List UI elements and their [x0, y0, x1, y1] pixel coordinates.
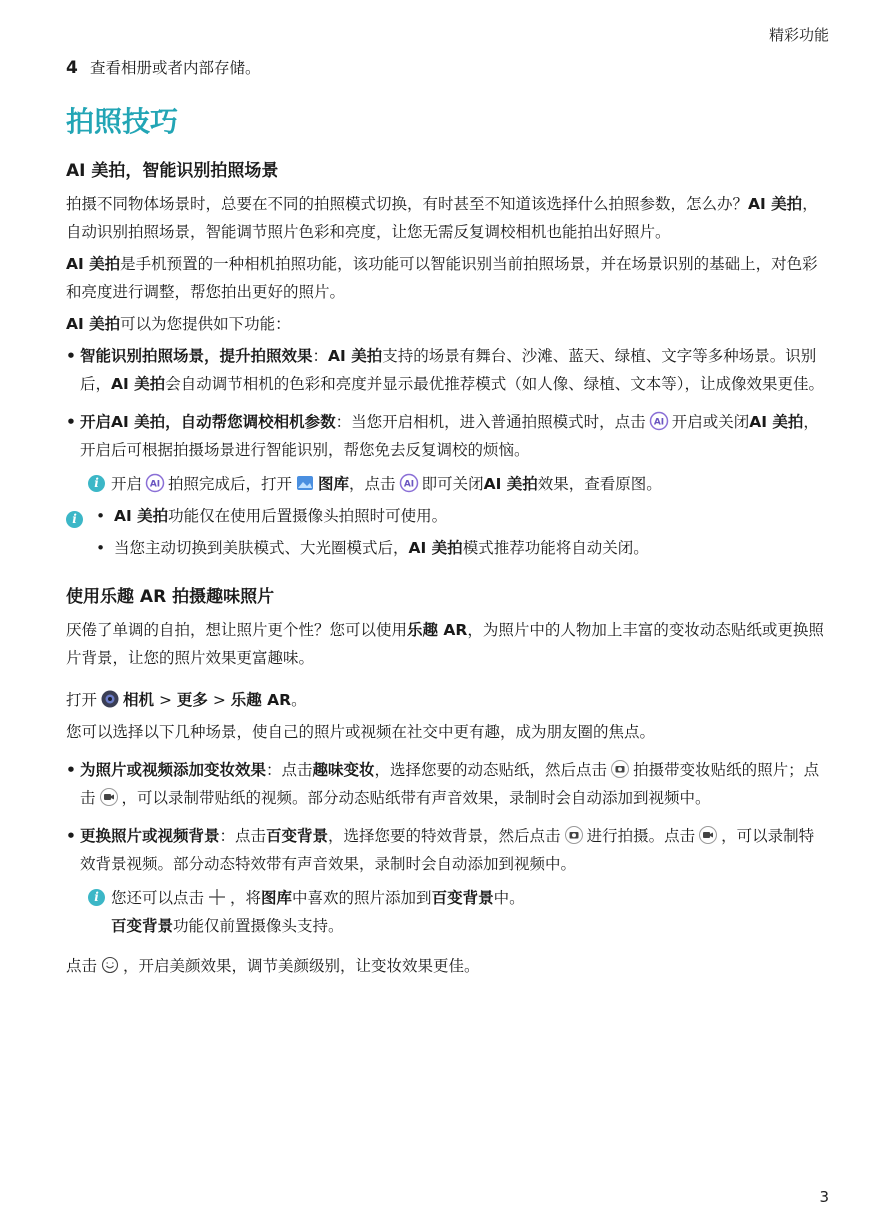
- ar-bullet-makeup: • 为照片或视频添加变妆效果：点击趣味变妆，选择您要的动态贴纸，然后点击 拍摄带变妆贴纸的照片；点击 ，可以录制带贴纸的视频。部分动态贴纸带有声音效果，录制时会自动添加到视频中。: [66, 761, 820, 807]
- page-number: 3: [819, 1188, 829, 1206]
- beauty-face-icon: [100, 955, 120, 975]
- camera-shutter-icon: [564, 825, 584, 845]
- info-icon: i: [88, 475, 105, 492]
- ai-bullet-scene-recognition: • 智能识别拍照场景，提升拍照效果：AI 美拍支持的场景有舞台、沙滩、蓝天、绿植、文字等多种场景。识别后，AI 美拍会自动调节相机的色彩和亮度并显示最优推荐模式（如人像、绿植、文本等），让成像效果更佳。: [66, 347, 824, 393]
- step-number: 4: [66, 58, 78, 78]
- ai-beauty-icon: [145, 473, 165, 493]
- ar-heading: 使用乐趣 AR 拍摄趣味照片: [66, 587, 275, 607]
- ar-paragraph-4: 点击 ，开启美颜效果，调节美颜级别，让变妆效果更佳。: [66, 957, 480, 975]
- video-record-icon: [698, 825, 718, 845]
- ai-paragraph-2: AI 美拍是手机预置的一种相机拍照功能，该功能可以智能识别当前拍照场景，并在场景识别的基础上，对色彩和亮度进行调整，帮您拍出更好的照片。: [66, 255, 818, 301]
- ai-paragraph-3: AI 美拍可以为您提供如下功能：: [66, 315, 291, 333]
- ar-note-background: i 您还可以点击 ，将图库中喜欢的照片添加到百变背景中。 百变背景功能仅前置摄像头支持。: [88, 884, 826, 940]
- video-record-icon: [99, 787, 119, 807]
- camera-shutter-icon: [610, 759, 630, 779]
- ar-paragraph-2: 打开 相机 > 更多 > 乐趣 AR。: [66, 691, 307, 709]
- ai-heading: AI 美拍，智能识别拍照场景: [66, 161, 279, 181]
- svg-text:AI: AI: [403, 479, 414, 490]
- step-item: [66, 54, 826, 82]
- ar-paragraph-3: 您可以选择以下几种场景，使自己的照片或视频在社交中更有趣，成为朋友圈的焦点。: [66, 723, 656, 741]
- step-text: 查看相册或者内部存储。: [90, 59, 261, 77]
- add-icon: [207, 887, 227, 907]
- section-title: 拍照技巧: [66, 105, 179, 138]
- gallery-icon: [295, 473, 315, 493]
- info-icon: i: [66, 511, 83, 528]
- document-body: [66, 54, 826, 984]
- page-header-section: 精彩功能: [768, 26, 829, 44]
- camera-app-icon: [100, 689, 120, 709]
- limitation-item: i • AI 美拍功能仅在使用后置摄像头拍照时可使用。: [66, 502, 826, 530]
- limitation-item: • 当您主动切换到美肤模式、大光圈模式后，AI 美拍模式推荐功能将自动关闭。: [96, 539, 649, 557]
- ai-beauty-icon: [399, 473, 419, 493]
- info-icon: i: [88, 889, 105, 906]
- svg-text:AI: AI: [653, 417, 664, 428]
- svg-text:AI: AI: [149, 479, 161, 490]
- ai-note-gallery: i 开启 AI 拍照完成后，打开 图库，点击 AI 即可关闭AI 美拍效果，查看原图。: [88, 470, 826, 498]
- ar-bullet-background: • 更换照片或视频背景：点击百变背景，选择您要的特效背景，然后点击 进行拍摄。点击 ，可以录制特效背景视频。部分动态特效带有声音效果，录制时会自动添加到视频中。: [66, 827, 815, 873]
- ai-bullet-enable: • 开启AI 美拍，自动帮您调校相机参数：当您开启相机，进入普通拍照模式时，点击 AI 开启或关闭AI 美拍，开启后可根据拍摄场景进行智能识别，帮您免去反复调校的烦恼。: [66, 413, 819, 459]
- ai-note-limitations: [66, 502, 826, 562]
- ai-paragraph-1: 拍摄不同物体场景时，总要在不同的拍照模式切换，有时甚至不知道该选择什么拍照参数，怎么办？AI 美拍，自动识别拍照场景，智能调节照片色彩和亮度，让您无需反复调校相机也能拍出好照片。: [66, 195, 818, 241]
- ai-beauty-icon: [649, 411, 669, 431]
- ar-paragraph-1: 厌倦了单调的自拍，想让照片更个性？您可以使用乐趣 AR，为照片中的人物加上丰富的变妆动态贴纸或更换照片背景，让您的照片效果更富趣味。: [66, 621, 824, 667]
